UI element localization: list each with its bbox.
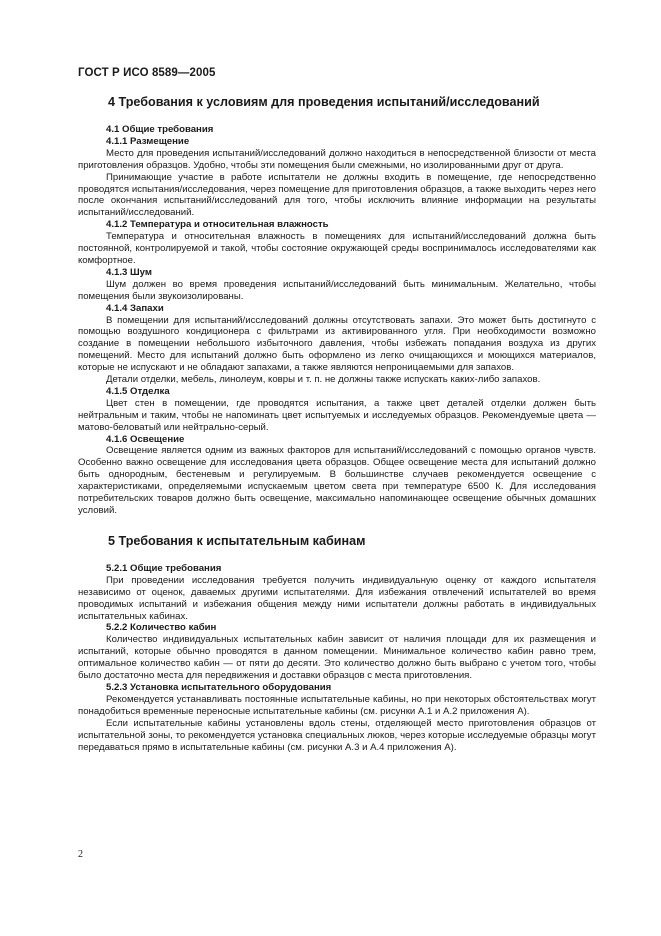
subsection-4-1-6-heading: 4.1.6 Освещение [106, 433, 185, 445]
paragraph: Шум должен во время проведения испытаний/исследований быть минимальным. Желательно, чтобы помещения были звукоизолированы. [78, 278, 596, 302]
subsection-4-1-1-heading: 4.1.1 Размещение [106, 135, 190, 147]
subsection-4-1-2-heading: 4.1.2 Температура и относительная влажность [106, 219, 329, 231]
paragraph: Рекомендуется устанавливать постоянные испытательные кабины, но при некоторых обстоятельствах могут понадобиться временные переносные испытательные кабины (см. рисунки А.1 и А.2 приложения А). [78, 693, 596, 717]
section-4-heading: 4 Требования к условиям для проведения испытаний/исследований [108, 95, 540, 109]
subsection-4-1-heading: 4.1 Общие требования [106, 124, 214, 135]
paragraph: В помещении для испытаний/исследований должны отсутствовать запахи. Это может быть достигнуто с помощью воздушного кондиционера с фильтрами из активированного угля. При необходимости возможно создание в помещении небольшого избыточного давления, чтобы избежать попадания воздуха из других помещений. Место для испытаний должно быть оформлено из легко очищающихся и моющихся материалов, которые не испускают и не обладают запахами, а также являются непроницаемыми для запахов. [78, 314, 596, 374]
paragraph: Принимающие участие в работе испытатели не должны входить в помещение, где непосредственно проводятся испытания/исследования, через помещение для приготовления образцов, а также выходить через него после окончания испытаний/исследований для того, чтобы исключить влияние информации на результаты испытаний/исследований. [78, 171, 596, 219]
paragraph: Температура и относительная влажность в помещениях для испытаний/исследований должна быть постоянной, контролируемой и такой, чтобы состояние окружающей среды воспринималось исследователями как комфортное. [78, 231, 596, 266]
document-header: ГОСТ Р ИСО 8589—2005 [78, 67, 216, 79]
paragraph: Цвет стен в помещении, где проводятся испытания, а также цвет деталей отделки должен быть нейтральным и таким, чтобы не напоминать цвет испытуемых и исследуемых образцов. Рекомендуемые цвета — матово-беловатый или нейтрально-серый. [78, 397, 596, 433]
page-number: 2 [78, 849, 83, 860]
subsection-4-1-5-heading: 4.1.5 Отделка [106, 385, 170, 397]
paragraph: Если испытательные кабины установлены вдоль стены, отделяющей место приготовления образцов от испытательной зоны, то рекомендуется установка специальных люков, через которые исследуемые образцы могут передаваться прямо в испытательные кабины (см. рисунки А.3 и А.4 приложения А). [78, 717, 596, 753]
paragraph: Освещение является одним из важных факторов для испытаний/исследований с помощью органов чувств. Особенно важно освещение для исследования цвета образцов. Общее освещение места для испытаний должно быть однородным, бестеневым и регулируемым. В большинстве случаев рекомендуется освещение с характеристиками, определяемыми испускаемым цветом света при температуре 6500 К. Для исследования потребительских товаров должно быть освещение, максимально напоминающее освещение обычных домашних условий. [78, 445, 596, 516]
document-body [78, 95, 596, 753]
subsection-5-2-3-heading: 5.2.3 Установка испытательного оборудования [106, 681, 332, 693]
subsection-5-2-2-heading: 5.2.2 Количество кабин [106, 622, 217, 634]
paragraph: Детали отделки, мебель, линолеум, ковры и т. п. не должны также испускать каких-либо запахов. [106, 374, 541, 386]
section-5-heading: 5 Требования к испытательным кабинам [108, 533, 366, 548]
paragraph: При проведении исследования требуется получить индивидуальную оценку от каждого испытателя независимо от оценок, даваемых другими испытателями. Для избежания отвлечений испытателей во время проводимых испытаний и избежания общения между ними испытатели должны работать в индивидуальных испытательных кабинах. [78, 574, 596, 622]
paragraph: Количество индивидуальных испытательных кабин зависит от наличия площади для их размещения и испытаний, которые обычно проводятся в данном помещении. Минимальное количество кабин равно трем, оптимальное количество кабин — от пяти до десяти. Это количество должно быть выбрано с учетом того, чтобы было достаточно места для передвижения и доставки образцов с места приготовления. [78, 634, 596, 682]
subsection-4-1-3-heading: 4.1.3 Шум [106, 266, 152, 278]
subsection-5-2-1-heading: 5.2.1 Общие требования [106, 562, 222, 574]
paragraph: Место для проведения испытаний/исследований должно находиться в непосредственной близости от места приготовления образцов. Удобно, чтобы эти помещения были смежными, но изолированными друг от друга. [78, 147, 596, 171]
subsection-4-1-4-heading: 4.1.4 Запахи [106, 302, 164, 314]
